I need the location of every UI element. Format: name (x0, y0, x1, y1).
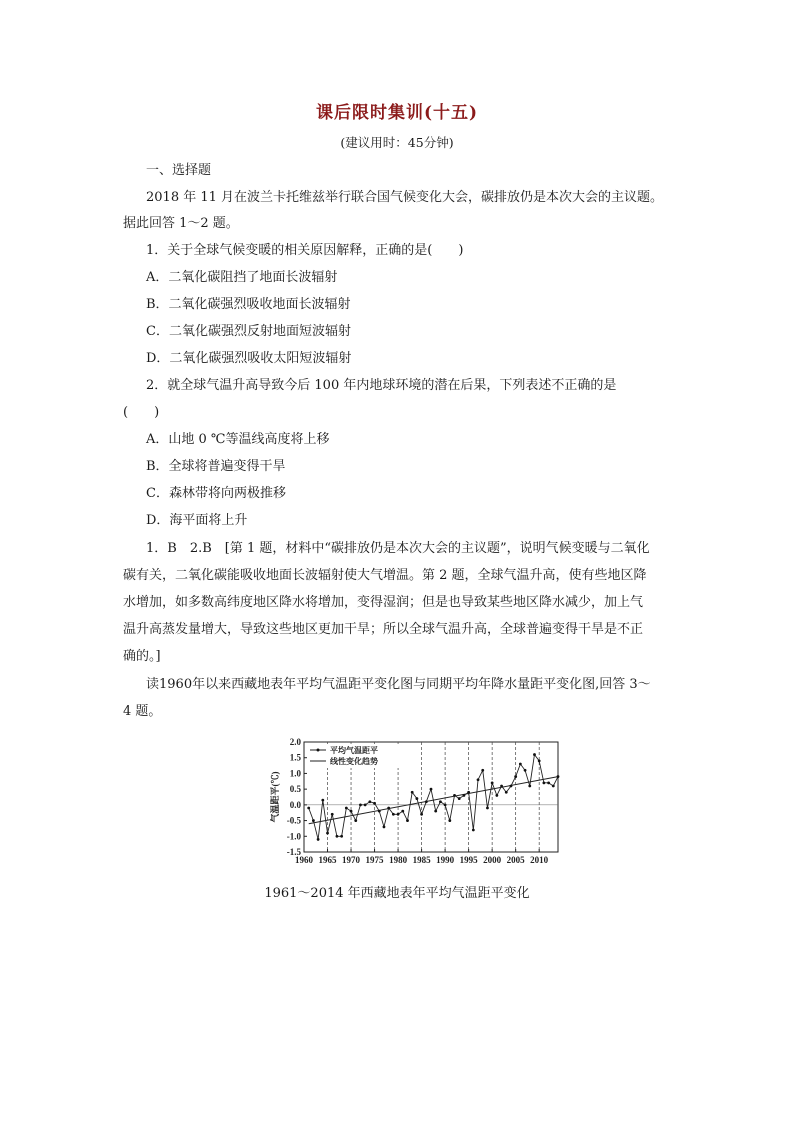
legend-swatch-anomaly-dot (317, 749, 320, 752)
anomaly-point (557, 775, 560, 778)
anomaly-point (354, 819, 357, 822)
x-tick-label: 1970 (342, 855, 361, 865)
y-tick-label: -0.5 (286, 815, 301, 826)
anomaly-point (505, 791, 508, 794)
intro1-line-2: 据此回答 1～2 题。 (123, 216, 239, 231)
anomaly-point (538, 759, 541, 762)
anomaly-point (519, 763, 522, 766)
anomaly-point (350, 810, 353, 813)
anomaly-point (420, 813, 423, 816)
anomaly-point (510, 785, 513, 788)
anomaly-point (500, 785, 503, 788)
anomaly-point (481, 769, 484, 772)
question-2-stem: 2．就全球气温升高导致今后 100 年内地球环境的潜在后果，下列表述不正确的是 (146, 378, 617, 393)
page-subtitle: (建议用时：45分钟) (340, 135, 454, 150)
anomaly-point (326, 832, 329, 835)
answer-line-1: 1．B 2.B [第 1 题，材料中“碳排放仍是本次大会的主议题”，说明气候变暖与二氧化 (146, 541, 650, 556)
x-tick-label: 2005 (506, 855, 525, 865)
x-tick-label: 1985 (412, 855, 431, 865)
anomaly-point (458, 797, 461, 800)
anomaly-point (472, 829, 475, 832)
anomaly-point (307, 807, 310, 810)
anomaly-point (542, 781, 545, 784)
x-tick-label: 2000 (483, 855, 502, 865)
anomaly-point (448, 819, 451, 822)
y-tick-label: 2.0 (289, 737, 301, 747)
y-tick-label: -1.0 (286, 831, 301, 842)
y-tick-label: 0.0 (289, 799, 301, 810)
anomaly-point (444, 803, 447, 806)
anomaly-point (453, 794, 456, 797)
question-1-option-c: C．二氧化碳强烈反射地面短波辐射 (146, 324, 351, 339)
anomaly-point (514, 775, 517, 778)
anomaly-point (477, 778, 480, 781)
y-axis-label: 气温距平(℃) (270, 771, 280, 823)
anomaly-point (463, 794, 466, 797)
anomaly-point (528, 785, 531, 788)
anomaly-point (467, 791, 470, 794)
anomaly-point (387, 807, 390, 810)
anomaly-point (552, 785, 555, 788)
anomaly-point (439, 800, 442, 803)
legend-label-anomaly: 平均气温距平 (330, 746, 378, 755)
question-1-option-d: D．二氧化碳强烈吸收太阳短波辐射 (146, 351, 352, 366)
question-2-option-b: B．全球将普遍变得干旱 (146, 459, 286, 474)
intro2-line-1: 读1960年以来西藏地表年平均气温距平变化图与同期平均年降水量距平变化图,回答 3～ (146, 677, 651, 692)
anomaly-point (364, 803, 367, 806)
anomaly-point (415, 797, 418, 800)
x-tick-label: 1975 (365, 855, 384, 865)
anomaly-point (331, 813, 334, 816)
x-tick-label: 1965 (318, 855, 337, 865)
anomaly-point (383, 825, 386, 828)
answer-line-2: 碳有关，二氧化碳能吸收地面长波辐射使大气增温。第 2 题，全球气温升高，使有些地区降 (123, 568, 647, 583)
anomaly-point (547, 781, 550, 784)
x-tick-label: 1980 (389, 855, 408, 865)
anomaly-point (340, 835, 343, 838)
intro1-line-1: 2018 年 11 月在波兰卡托维兹举行联合国气候变化大会，碳排放仍是本次大会的主议题。 (146, 190, 664, 205)
anomaly-point (411, 791, 414, 794)
anomaly-point (373, 802, 376, 805)
anomaly-point (397, 813, 400, 816)
question-1-option-a: A．二氧化碳阻挡了地面长波辐射 (146, 270, 338, 285)
anomaly-point (434, 810, 437, 813)
anomaly-point (533, 753, 536, 756)
anomaly-point (336, 835, 339, 838)
temperature-anomaly-chart (268, 732, 568, 872)
anomaly-point (491, 781, 494, 784)
y-tick-label: 1.0 (289, 768, 301, 779)
intro2-line-2: 4 题。 (123, 704, 162, 719)
question-2-stem-cont: ( ) (123, 405, 160, 420)
anomaly-point (345, 807, 348, 810)
chart-caption: 1961～2014 年西藏地表年平均气温距平变化 (264, 886, 530, 901)
anomaly-point (359, 803, 362, 806)
anomaly-point (317, 838, 320, 841)
anomaly-point (392, 813, 395, 816)
question-1-stem: 1．关于全球气候变暖的相关原因解释，正确的是( ) (146, 243, 464, 258)
anomaly-point (495, 794, 498, 797)
page-title: 课后限时集训(十五) (315, 103, 479, 123)
anomaly-point (321, 799, 324, 802)
question-2-option-c: C．森林带将向两极推移 (146, 486, 286, 501)
x-tick-label: 1995 (459, 855, 478, 865)
anomaly-point (401, 810, 404, 813)
anomaly-point (425, 800, 428, 803)
anomaly-point (378, 810, 381, 813)
y-tick-label: -1.5 (286, 847, 301, 857)
y-tick-label: 0.5 (289, 784, 301, 795)
anomaly-point (312, 819, 315, 822)
anomaly-point (524, 769, 527, 772)
y-tick-label: 1.5 (289, 752, 301, 763)
question-1-option-b: B．二氧化碳强烈吸收地面长波辐射 (146, 297, 351, 312)
answer-line-3: 水增加，如多数高纬度地区降水将增加，变得湿润；但是也导致某些地区降水减少，加上气 (123, 595, 644, 610)
question-2-option-a: A．山地 0 ℃等温线高度将上移 (146, 432, 330, 447)
x-tick-label: 1960 (295, 855, 313, 865)
section-heading: 一、选择题 (146, 163, 212, 178)
question-2-option-d: D．海平面将上升 (146, 513, 248, 528)
anomaly-point (430, 788, 433, 791)
chart-svg (268, 732, 568, 872)
legend-label-trend: 线性变化趋势 (330, 757, 378, 766)
anomaly-point (486, 807, 489, 810)
answer-line-4: 温升高蒸发量增大，导致这些地区更加干旱；所以全球气温升高，全球普遍变得干旱是不正 (123, 622, 644, 637)
x-tick-label: 1990 (436, 855, 455, 865)
x-tick-label: 2010 (530, 855, 549, 865)
anomaly-point (368, 800, 371, 803)
anomaly-point (406, 819, 409, 822)
answer-line-5: 确的。] (123, 649, 161, 664)
